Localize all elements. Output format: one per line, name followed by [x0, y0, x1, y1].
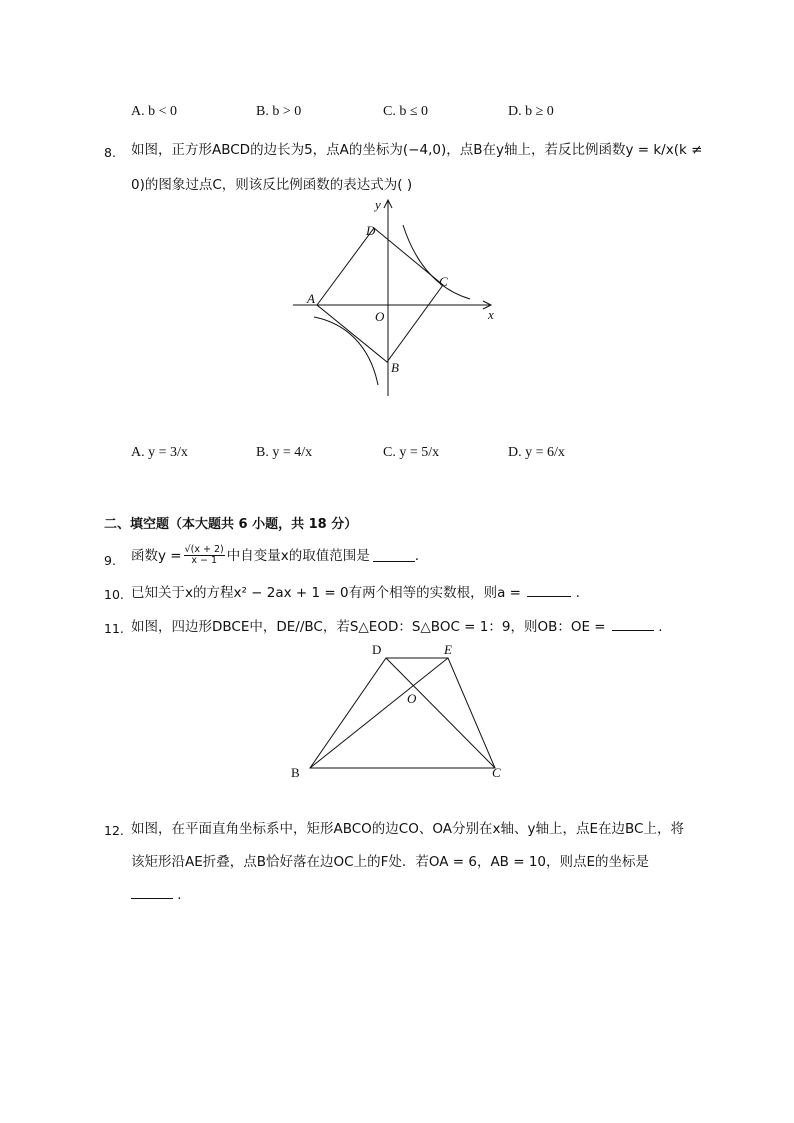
- q11-label-d: D: [372, 642, 382, 657]
- q11-figure: [285, 638, 510, 786]
- q9-suffix: 中自变量x的取值范围是: [226, 547, 370, 564]
- q8-text-line1: 如图，正方形ABCD的边长为5，点A的坐标为(−4,0)，点B在y轴上，若反比例函数y = k/x(k ≠: [131, 142, 703, 158]
- q11-diagonal-bc-e: [310, 658, 448, 768]
- q10-text: [131, 584, 580, 602]
- section-2-title: 二、填空题（本大题共 6 小题，共 18 分）: [104, 517, 358, 532]
- q11-text: [131, 618, 663, 636]
- q9-answer-blank[interactable]: [373, 549, 415, 562]
- q8-label-c: C: [439, 274, 448, 289]
- q8-hyperbola-q3: [314, 317, 378, 385]
- q11-label-o: O: [407, 691, 417, 706]
- q11-body: 如图，四边形DBCE中，DE//BC，若S△EOD：S△BOC = 1：9，则OB：OE =: [131, 619, 606, 635]
- q10-number: 10.: [104, 587, 124, 602]
- q9-text: [131, 545, 419, 566]
- q7-option-d: D. b ≥ 0: [508, 104, 554, 119]
- q12-text-line1: 如图，在平面直角坐标系中，矩形ABCO的边CO、OA分别在x轴、y轴上，点E在边BC上，将: [131, 821, 684, 837]
- q9-fraction: [184, 545, 225, 566]
- q11-diagonal-dc: [386, 658, 495, 768]
- q9-number: 9.: [104, 553, 116, 568]
- q8-label-a: A: [307, 291, 315, 306]
- q8-label-b: B: [391, 360, 399, 375]
- q8-label-o: O: [375, 309, 385, 324]
- q8-label-y: y: [375, 197, 381, 212]
- q8-number: 8.: [104, 145, 116, 160]
- q8-option-b: B. y = 4/x: [256, 445, 313, 460]
- q8-label-x: x: [488, 307, 494, 322]
- q9-numerator: √(x + 2): [184, 544, 224, 555]
- q7-option-b: B. b > 0: [256, 104, 302, 119]
- q11-label-c: C: [492, 765, 501, 780]
- q12-number: 12.: [104, 823, 124, 838]
- q10-end: .: [575, 585, 580, 601]
- q12-answer-blank[interactable]: [131, 886, 173, 899]
- q7-option-c: C. b ≤ 0: [383, 104, 429, 119]
- q11-end: .: [658, 619, 663, 635]
- q12-end: .: [177, 887, 182, 903]
- q8-text-line2: 0)的图象过点C，则该反比例函数的表达式为( ): [131, 177, 413, 193]
- q9-denominator: x − 1: [191, 555, 217, 566]
- q11-answer-blank[interactable]: [612, 618, 654, 631]
- q8-option-c: C. y = 5/x: [383, 445, 440, 460]
- q11-label-e: E: [444, 642, 452, 657]
- q10-body: 已知关于x的方程x² − 2ax + 1 = 0有两个相等的实数根，则a =: [131, 585, 521, 601]
- q12-text-line3: [131, 886, 182, 904]
- q11-label-b: B: [291, 765, 300, 780]
- q9-prefix: 函数y =: [131, 547, 182, 564]
- q8-figure: [290, 195, 505, 400]
- q8-hyperbola-q1: [403, 225, 470, 299]
- q8-label-d: D: [366, 223, 376, 238]
- q10-answer-blank[interactable]: [527, 584, 571, 597]
- q8-square-abcd: [317, 228, 443, 362]
- q12-text-line2: 该矩形沿AE折叠，点B恰好落在边OC上的F处．若OA = 6，AB = 10，则点E的坐标是: [131, 854, 650, 870]
- q7-option-a: A. b < 0: [131, 104, 178, 119]
- q8-option-d: D. y = 6/x: [508, 445, 565, 460]
- q8-option-a: A. y = 3/x: [131, 445, 188, 460]
- q9-end: .: [414, 547, 420, 564]
- q11-number: 11.: [104, 621, 124, 636]
